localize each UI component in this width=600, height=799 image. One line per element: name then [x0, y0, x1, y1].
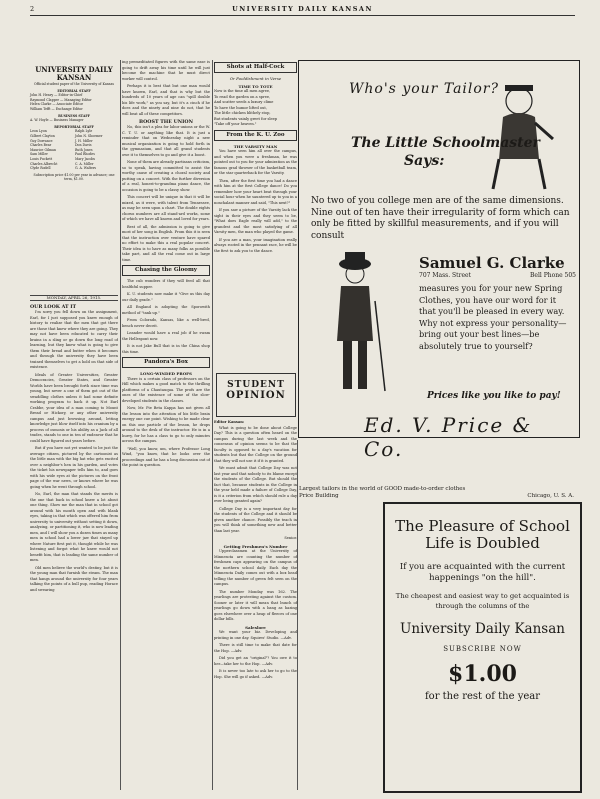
editorial-headline: OUR LOOK AT IT — [30, 304, 77, 311]
kansan-ad-price: $1.00 — [448, 661, 517, 687]
editorial-staff: John H. Henry — Editor-in-Chief Raymond Clapper — Managing Editor Helen Clarke — Associate Editor William Tefft — Exchange Editor — [30, 93, 92, 111]
poem-line: To have the humor lifted out, — [214, 105, 267, 110]
masthead-name: UNIVERSITY DAILY KANSAN — [35, 65, 113, 82]
page-header — [30, 4, 575, 16]
column-rule — [297, 440, 298, 790]
chasing-gloomy-head: Chasing the Gloomy — [122, 265, 210, 276]
ad-body-first: No two of you college men are of the same dimensions. Nine out of ten have their irregularity of form which can only be fitted by skillful measurements, and if you will consult — [311, 196, 570, 241]
ad-address: 707 Mass. Street — [419, 272, 471, 279]
poem-line: The little chicken blithely stop, — [214, 111, 271, 115]
kansan-ad-rest: for the rest of the year — [424, 691, 541, 702]
gentleman-figure-icon — [313, 246, 398, 396]
column-three-lower: Editor Kansan: What is going to be done about College Day? This is a question often heard on the campus during the last week and the consensus of opinion seems to be that the faculty is opposed to a day's vacation for students but that the College on the ground that they will not use it if it is granted. We must admit that College Day was not last year and that nobody to its blame except the students of the College. But should the fact that, because students in the College in the year held made a failure of College Day, is it a criterion from which should rule a day ever being granted again? College Day is a very important day for the students of the College and it should be given another chance. Possibly the teach in you will think of something new and better than last year. Senior. Getting Freshmen's Number Upperclassmen at the University of Minnesota are counting the number of freshmen caps appearing on the campus of the northern school daily. Each day the Minnesota Daily comes out with a box head telling the number of green felt seen on the campus. The number Monday was 162. The yearlings are protesting against the custom. Sooner or later it will mean that bunch of yearlings go down with a bang as hazing goes elsewhere over a heap of fleeces of one dollar bills. Saleslore We want your biz. Developing and printing in one day. Squires' Studio. —Adv. There is still time to make that date for the Hop. —Adv. Did you get an "original"? You owe it to her—take her to the Hop. —Adv. It is never too late to ask her to go to the Hop. She will go if asked. —Adv. — [214, 420, 297, 679]
student-opinion-logo: STUDENT OPINION — [216, 373, 296, 417]
poem-title: TIME TO TOTE — [238, 83, 273, 89]
saleslore-head: Saleslore — [245, 624, 266, 630]
subscription-note: Subscription price $1.00 per year in advance; one term, $1.00. — [33, 172, 115, 182]
kansan-ad-line-one: If you are acquainted with the current happenings "on the hill". — [399, 562, 566, 583]
kansan-subscription-ad — [383, 502, 582, 793]
poem-line: And scatter seeds a luxury clime — [214, 100, 274, 104]
ad-heading: The Little Schoolmaster — [351, 135, 540, 151]
masthead-subtitle: Official student paper of the University of Kansas — [34, 82, 114, 86]
poem-line: Now is the time all men agree, — [214, 89, 271, 93]
column-two: ing premeditated figures with the same ease is going to drift away his time until he will just become the machine that he must direct worker will control. Perhaps it is best that but one man would have known, Earl, and that is why but the hundreds of 10 years of age can "spill double his life work," as you say, but it's a cinch if he does and the ninety and nine do not, that he will beat all of these competitors. BOOST THE UNION No, this isn't a plea for labor unions or the W. C. T. U. or anything like that. It is just a reminder that on Wednesday night a new musical organization is going to hold forth in the gymnasium, and that all grand students owe it to themselves to go and give it a boost. None of them are already partisans criticism, so to speak, having committed to assist the worthy cause of creating a choral society and putting on a concert. With the further diversion of a real, honest-to-grandma piano dance, the occasion is going to be a classy show. This concert will be unique in that it will be mixed, as it were, with talent from Tennessee, as may be seen upon a chart. The double eights chorus numbers are all stand-ard works, some of which we have all known and loved for years. Best of all, the admission is going to give most of her song in English. From this it is seen that the instruction over venture have spared no effort to make this a real popular concert. Their idea is to have as many folks as possible take part, and all the real come out in large time. Chasing the Gloomy The cub wonders if they will feed all that healthful supper. K. U. students now make it "Give us this day our daily grade." All England is adopting the Sporowith method of "tank up." From Colorado, Kansas, like a well-bred, bench never deceit. Leander would have a real job if he swam the Hellespont now. It is not Jake Bull that is in the China shop this time. Pandora's Box LONG-WINDED PROFS There is a certain class of professors on the Hill which makes a good match to the thrilling platforms of a Chautauqua. The profs are the ones of the existence of some of the slow-developed students in the classes. Now, Mr. Pie Beta Kappa has not given all the lesson into the attention of his little brain energy one cue point. Wishing to be made clear on this one particle of the lesson, he drops around to the desk of the instructor. He is in a hurry, for he has a class to go to only minutes across the campus. "Well, you know, um, where Professor Long Wind, "you know, that he looks over the proceedings and he has a long discussion out of the point in question. — [122, 60, 210, 467]
masthead — [30, 66, 118, 740]
ad-script-title: Who's your Tailor? — [349, 81, 499, 97]
column-three: Shots at Half-Cock Or Fooldishment in Verse TIME TO TOTE Now is the time all men agree, To read the garden on a spree, And scatter seeds a luxury clime To have the humor lifted out, The little chicken blithely stop, But students vainly greet for sleep "Take off your heaven." From the K. U. Zoo THE VARSITY MAN You have seen him all over the campus, and when you were a freshman, he was pointed out to you for your admiration as the famous grad thrower of the basketball team, or the star quarterback for the Varsity. Then, after the first time you had a dance with him at the first College dance! Do you remember how your heart beat through your social hour when he sauntered up to you in a nonchalant manner and said, "This next?" If you saw a picture of the Varsity lack the sight in their eyes and they seem to be, "What does Eagle really will add," to the grandest and the most satisfying of all Varsity men, the man who played the game. If you are a man, your imagination really always rooted in the pennant race, he will be the first to ask you to the dance. — [214, 64, 297, 253]
poem-line: To read the garden on a spree, — [214, 94, 271, 99]
ad-tagline: Prices like you like to pay! — [427, 391, 561, 401]
kansan-ad-subscribe: SUBSCRIBE NOW — [443, 645, 522, 653]
page-number: 2 — [30, 5, 35, 13]
kansan-ad-headline: The Pleasure of School Life is Doubled — [395, 517, 570, 552]
business-staff-label: BUSINESS STAFF — [58, 113, 90, 118]
freshmen-head: Getting Freshmen's Number — [223, 543, 288, 549]
poem-line: "Take off your heaven." — [214, 122, 257, 126]
business-staff: A. W. Hoyle — Business Manager — [30, 118, 84, 123]
varsity-man-head: THE VARSITY MAN — [233, 143, 278, 149]
paper-name: UNIVERSITY DAILY KANSAN — [232, 5, 373, 13]
column-rule — [212, 60, 213, 790]
union-headline: BOOST THE UNION — [138, 119, 193, 125]
date-line: MONDAY, APRIL 26, 1915. — [30, 295, 118, 302]
poem-line: But students vainly greet for sleep — [214, 116, 278, 121]
newspaper-page: 2 UNIVERSITY DAILY KANSAN UNIVERSITY DAILY KANSAN Official student paper of the University of Kansas EDITORIAL STAFF John H. Henry — Editor-in-Chief Raymond Clapper — Managing Editor Helen Clarke — Associate Editor William Tefft — Exchange Editor BUSINESS STAFF A. W. Hoyle — Business Manager REPORTORIAL STAFF Leon Lyon Gilbert Clayton Guy Dorrance Charles Bear Maurice Gilman Sam Miller Louis Puckett Charles Albrecht Clyde Rodell Ralph Lyle John N. Shoemer J. H. Miller Don Davis Ruth Jones Paul Rhodes Mary Jacobs C. A. Miller G. A. Walters Subscription price $1.00 per year in advance; one term, $1.00. MONDAY, APRIL 26, 1915. OUR LOOK AT IT I'm sorry you fell down on the assignment, Earl, for I just supposed you knew enough of history to realize that the men that got there are those that knew where they are going. They may not have been educated to carry their brains in a sling or go down the long road of learning, but they knew what is going to give them their bread and butter when it becomes and through the university they have been trained themselves to get a hold on that side of existence. Ideals of Greater Universities, Greater Democracies, Greater States, and Greater Worlds have been brought forth since time was young, but never a one of them got out of the swaddling clothes unless it had some definite working program to back it up. Not Earl Crabbe, your idea of a man coming to Mount Bread or Hickory, or any other university campus and just browsing around, letting knowledge just blow itself into his cranium by a process of osmosis or his ability as a Jack of all trades, stands to one in ten of endeavor that he could have figured out years before. But if you have not yet wanted to be just the average citizen, pictured by the cartoonist as the little man with the big hat who gets excited over a neighbor's hen in his garden, and votes the ticket his newspaper tells him to, and goes with his wide eyes at the pictures on the front page of the war news, or knows where he was going when he went through school. No, Earl, the man that stands the merits is the one that back in school knew a lot about one thing. Show me the man that in school got around with his mouth open and with blank eyes, taking in that which was offered him from university to university without setting it down, analyzing, or partitioning it, who is now leading men, and I will show you a dozen times as many men in school had a lower jaw that stayed up where Nature first put it, thought while he was listening and forgot what he knew would not benefit him, that is leading the same number of men. Old men believe the world's destiny, but it is the young man that furnish the steam. The man that hangs around the university for four years talking the points of a bull pup, reading Horace and swearing ing premeditated figures with the same ease is going to drift away his time until he will just become the machine that he must direct worker will control. Perhaps it is best that but one man would have known, Earl, and that is why but the hundreds of 10 years of age can "spill double his life work," as you say, but it's a cinch if he does and the ninety and nine do not, that he will beat all of these competitors. BOOST THE UNION No, this isn't a plea for labor unions or the W. C. T. U. or anything like that. It is just a reminder that on Wednesday night a new musical organization is going to hold forth in the gymnasium, and that all grand students owe it to themselves to go and give it a boost. None of them are already partisans criticism, so to speak, having committed to assist the worthy cause of creating a choral society and putting on a concert. With the further diversion of a real, honest-to-grandma piano dance, the occasion is going to be a classy show. This concert will be unique in that it will be mixed, as it were, with talent from Tennessee, as may be seen upon a chart. The double eights chorus numbers are all stand-ard works, some of which we have all known and loved for years. Best of all, the admission is going to give most of her song in English. From this it is seen that the instruction over venture have spared no effort to make this a real popular concert. Their idea is to have as many folks as possible take part, and all the real come out in large time. Chasing the Gloomy The cub wonders if they will feed all that healthful supper. K. U. students now make it "Give us this day our daily grade." All England is adopting the Sporowith method of "tank up." From Colorado, Kansas, like a well-bred, bench never deceit. Leander would have a real job if he swam the Hellespont now. It is not Jake Bull that is in the China shop this time. Pandora's Box LONG-WINDED PROFS There is a certain class of professors on the Hill which makes a good match to the thrilling platforms of a Chautauqua. The profs are the ones of the existence of some of the slow-developed students in the classes. Now, Mr. Pie Beta Kappa has not given all the lesson into the attention of his little brain energy one cue point. Wishing to be made clear on this one particle of the lesson, he drops around to the desk of the instructor. He is in a hurry, for he has a class to go to only minutes across the campus. "Well, you know, um, where Professor Long Wind, "you know, that he looks over the proceedings and he has a long discussion out of the point in question. Shots at Half-Cock Or Fooldishment in Verse TIME TO TOTE Now is the time all men agree, To read the garden on a spree, And scatter seeds a luxury clime To have the humor lifted out, The little chicken blithely stop, But students vainly greet for sleep "Take off your heaven." From the K. U. Zoo THE VARSITY MAN You have seen him all over the campus, and when you were a freshman, he was pointed out to you for your admiration as the famous grad thrower of the basketball team, or the star quarterback for the Varsity. Then, after the first time you had a dance with him at the first College dance! Do you remember how your heart beat through your social hour when he sauntered up to you in a nonchalant manner and said, "This next?" If you saw a picture of the Varsity lack the sight in their eyes and they seem to be, "What does Eagle really will add," to the grandest and the most satisfying of all Varsity men, the man who played the game. If you are a man, your imagination really always rooted in the pennant race, he will be the first to ask you to the dance. STUDENT OPINION Editor Kansan: What is going to be done about College Day? This is a question often heard on the campus during the last week and the consensus of opinion seems to be that the faculty is opposed to a day's vacation for students but that the College on the ground that they will not use it if it is granted. We must admit that College Day was not last year and that nobody to its blame except the students of the College. But should the fact that, because students in the College in the year held made a failure of College Day, is it a criterion from which should rule a day ever being granted again? College Day is a very important day for the students of the College and it should be given another chance. Possibly the teach in you will think of something new and better than last year. Senior. Getting Freshmen's Number Upperclassmen at the University of Minnesota are counting the number of freshmen caps appearing on the campus of the northern school daily. Each day the Minnesota Daily comes out with a box head telling the number of green felt seen on the campus. The number Monday was 162. The yearlings are protesting against the custom. Sooner or later it will mean that bunch of yearlings go down with a bang as hazing goes elsewhere over a heap of fleeces of one dollar bills. Saleslore We want your biz. Developing and printing in one day. Squires' Studio. —Adv. There is still time to make that date for the Hop. —Adv. Did you get an "original"? You owe it to her—take her to the Hop. —Adv. It is never too late to ask her to go to the Hop. She will go if asked. —Adv. Who's your Tailor? The Little Schoolmaster Says: No two of you college men are of the same dimensions. Nine out of ten have their irregularity of form which can only be fitted by skillful measurements, and if you will consult Samuel G. Clarke 707 Mass. Street Bell Phone 505 measures you for your new Spring Clothes, you have our word for it that you'll be pleased in every way. Why not express your personality—bring out your best lines—be absolutely true to yourself? Prices like you like to pay! Ed. V. Price & Co. Largest tailors in the world of GOOD made-to-order clothes Price Building Chicago, U. S. A. The Pleasure of School Life is Doubled If you are acquainted with the current happenings "on the hill". The cheapest and easiest way to get acquainted is through the columns of the University Daily Kansan SUBSCRIBE NOW $1.00 for the rest of the year — [0, 0, 600, 799]
ad-body-second: measures you for your new Spring Clothes, you have our word for it that you'll be pleased in every way. Why not express your personality—bring out your best lines—be absolutely true to yourself? — [419, 283, 567, 351]
letter-salutation: Editor Kansan: — [214, 420, 245, 424]
kansan-ad-paper-name: University Daily Kansan — [400, 621, 565, 637]
kansan-ad-line-two: The cheapest and easiest way to get acquainted is through the columns of the — [395, 592, 570, 610]
editorial-staff-label: EDITORIAL STAFF — [57, 88, 91, 93]
long-winded-profs-head: LONG-WINDED PROFS — [140, 371, 192, 376]
ed-v-price-logo: Ed. V. Price & Co. — [364, 413, 533, 461]
pandoras-box-head: Pandora's Box — [122, 357, 210, 368]
reportorial-staff: Leon Lyon Gilbert Clayton Guy Dorrance Charles Bear Maurice Gilman Sam Miller Louis Puckett Charles Albrecht Clyde Rodell Ralph Lyle John N. Shoemer J. H. Miller Don Davis Ruth Jones Paul Rhodes Mary Jacobs C. A. Miller G. A. Walters — [30, 129, 103, 171]
letter-signature: Senior. — [284, 536, 297, 540]
ad-heading-says: Says: — [404, 153, 445, 169]
column-rule — [120, 60, 121, 790]
editorial-body: I'm sorry you fell down on the assignment, Earl, for I just supposed you knew enough of history to realize that the men that got there are those that knew where they are going. They may not have been educated to carry their brains in a sling or go down the long road of learning, but they knew what is going to give them their bread and butter when it becomes and through the university they have been trained themselves to get a hold on that side of existence. Ideals of Greater Universities, Greater Democracies, Greater States, and Greater Worlds have been brought forth since time was young, but never a one of them got out of the swaddling clothes unless it had some definite working program to back it up. Not Earl Crabbe, your idea of a man coming to Mount Bread or Hickory, or any other university campus and just browsing around, letting knowledge just blow itself into his cranium by a process of osmosis or his ability as a Jack of all trades, stands to one in ten of endeavor that he could have figured out years before. But if you have not yet wanted to be just the average citizen, pictured by the cartoonist as the little man with the big hat who gets excited over a neighbor's hen in his garden, and votes the ticket his newspaper tells him to, and goes with his wide eyes at the pictures on the front page of the war news, or knows where he was going when he went through school. No, Earl, the man that stands the merits is the one that back in school knew a lot about one thing. Show me the man that in school got around with his mouth open and with blank eyes, taking in that which was offered him from university to university without setting it down, analyzing, or partitioning it, who is now leading men, and I will show you a dozen times as many men in school had a lower jaw that stayed up where Nature first put it, thought while he was listening and forgot what he knew would not benefit him, that is leading the same number of men. Old men believe the world's destiny, but it is the young man that furnish the steam. The man that hangs around the university for four years talking the points of a bull pup, reading Horace and swearing — [30, 310, 118, 592]
tailor-advertisement — [298, 60, 580, 461]
shots-subhead: Or Fooldishment in Verse — [229, 76, 282, 81]
ad-tailor-name: Samuel G. Clarke — [419, 254, 565, 272]
shots-head: Shots at Half-Cock — [214, 62, 297, 73]
ad-phone: Bell Phone 505 — [530, 272, 576, 279]
ku-zoo-head: From the K. U. Zoo — [214, 130, 297, 141]
reportorial-staff-label: REPORTORIAL STAFF — [54, 124, 94, 129]
